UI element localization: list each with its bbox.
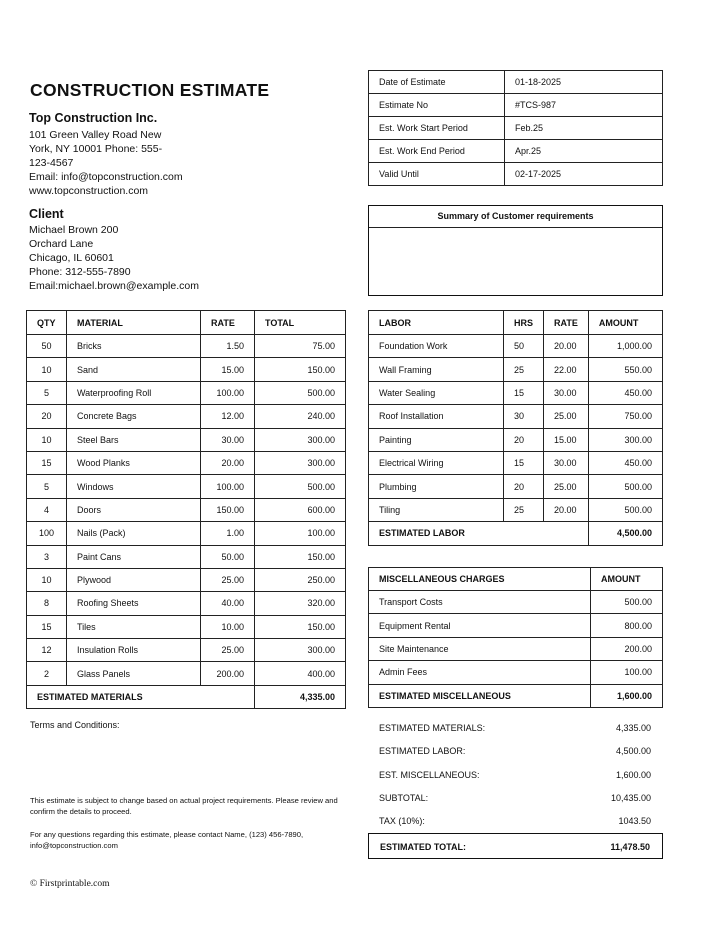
labor-total-row — [369, 522, 663, 545]
cell-hrs: 30 — [504, 405, 544, 428]
company-website: www.topconstruction.com — [29, 185, 149, 197]
cell-hrs: 50 — [504, 335, 544, 358]
labor-table — [368, 310, 663, 546]
table-row — [369, 591, 663, 614]
table-row — [27, 545, 346, 568]
cell-material: Steel Bars — [67, 428, 201, 451]
cell-material: Nails (Pack) — [67, 522, 201, 545]
materials-table — [26, 310, 346, 709]
client-line: Chicago, IL 60601 — [29, 252, 114, 264]
cell-labor: Water Sealing — [369, 381, 504, 404]
cell-material: Wood Planks — [67, 451, 201, 474]
cell-rate: 25.00 — [201, 639, 255, 662]
cell-qty: 3 — [27, 545, 67, 568]
company-email: Email: info@topconstruction.com — [29, 171, 183, 183]
cell-total: 150.00 — [255, 358, 346, 381]
cell-material: Paint Cans — [67, 545, 201, 568]
cell-rate: 25.00 — [544, 405, 589, 428]
company-line: 101 Green Valley Road New — [29, 129, 162, 141]
cell-charge: Site Maintenance — [369, 637, 591, 660]
totals-value: 4,335.00 — [615, 723, 651, 733]
table-header-row — [369, 311, 663, 335]
totals-value: 10,435.00 — [610, 792, 651, 803]
col-header-misc: MISCELLANEOUS CHARGES — [369, 568, 591, 591]
cell-total: 320.00 — [255, 592, 346, 615]
cell-charge: Equipment Rental — [369, 614, 591, 637]
table-row — [369, 661, 663, 684]
cell-labor: Electrical Wiring — [369, 451, 504, 474]
cell-qty: 5 — [27, 475, 67, 498]
cell-amount: 500.00 — [588, 498, 662, 521]
estimated-total-box — [368, 833, 663, 859]
cell-amount: 500.00 — [588, 475, 662, 498]
totals-row — [368, 786, 663, 809]
materials-total-value: 4,335.00 — [255, 685, 346, 708]
table-row — [369, 498, 663, 521]
table-row — [369, 335, 663, 358]
cell-qty: 15 — [27, 451, 67, 474]
table-row — [369, 358, 663, 381]
table-row — [369, 381, 663, 404]
cell-material: Windows — [67, 475, 201, 498]
table-row — [27, 405, 346, 428]
totals-label: SUBTOTAL: — [379, 792, 429, 803]
cell-rate: 30.00 — [201, 428, 255, 451]
cell-hrs: 20 — [504, 428, 544, 451]
table-row — [27, 498, 346, 521]
table-row — [369, 614, 663, 637]
table-row — [27, 592, 346, 615]
cell-hrs: 20 — [504, 475, 544, 498]
cell-qty: 12 — [27, 639, 67, 662]
totals-label: EST. MISCELLANEOUS: — [379, 769, 480, 780]
cell-rate: 30.00 — [544, 451, 589, 474]
cell-qty: 10 — [27, 358, 67, 381]
table-row — [369, 71, 663, 94]
cell-hrs: 15 — [504, 451, 544, 474]
table-row — [27, 428, 346, 451]
cell-rate: 200.00 — [201, 662, 255, 685]
cell-total: 400.00 — [255, 662, 346, 685]
table-header-row — [27, 311, 346, 335]
cell-labor: Roof Installation — [369, 405, 504, 428]
cell-hrs: 25 — [504, 498, 544, 521]
cell-qty: 100 — [27, 522, 67, 545]
table-header-row — [369, 568, 663, 591]
table-row — [369, 637, 663, 660]
info-value: #TCS-987 — [505, 94, 663, 117]
table-row — [27, 568, 346, 591]
cell-total: 240.00 — [255, 405, 346, 428]
totals-row — [368, 809, 663, 832]
cell-qty: 50 — [27, 335, 67, 358]
cell-total: 250.00 — [255, 568, 346, 591]
cell-total: 75.00 — [255, 335, 346, 358]
cell-rate: 1.50 — [201, 335, 255, 358]
col-header-hrs: HRS — [504, 311, 544, 335]
cell-hrs: 25 — [504, 358, 544, 381]
totals-row — [368, 716, 663, 739]
col-header-qty: QTY — [27, 311, 67, 335]
table-row — [369, 140, 663, 163]
table-row — [27, 639, 346, 662]
totals-label: TAX (10%): — [379, 816, 425, 827]
cell-rate: 100.00 — [201, 381, 255, 404]
cell-material: Insulation Rolls — [67, 639, 201, 662]
customer-requirements-box — [368, 205, 663, 296]
col-header-amount: AMOUNT — [588, 311, 662, 335]
totals-row — [368, 763, 663, 786]
cell-qty: 10 — [27, 428, 67, 451]
cell-amount: 1,000.00 — [588, 335, 662, 358]
cell-rate: 15.00 — [201, 358, 255, 381]
cell-charge: Transport Costs — [369, 591, 591, 614]
cell-qty: 8 — [27, 592, 67, 615]
cell-material: Bricks — [67, 335, 201, 358]
col-header-material: MATERIAL — [67, 311, 201, 335]
totals-value: 4,500.00 — [615, 746, 651, 757]
info-value: 02-17-2025 — [505, 163, 663, 186]
client-line: Orchard Lane — [29, 238, 94, 250]
table-row — [27, 451, 346, 474]
info-label: Valid Until — [369, 163, 505, 186]
cell-amount: 450.00 — [588, 381, 662, 404]
totals-value: 1043.50 — [618, 816, 651, 827]
cell-material: Tiles — [67, 615, 201, 638]
info-value: Apr.25 — [505, 140, 663, 163]
cell-charge: Admin Fees — [369, 661, 591, 684]
cell-qty: 4 — [27, 498, 67, 521]
col-header-rate: RATE — [544, 311, 589, 335]
cell-rate: 25.00 — [544, 475, 589, 498]
cell-qty: 15 — [27, 615, 67, 638]
cell-rate: 10.00 — [201, 615, 255, 638]
cell-amount: 450.00 — [588, 451, 662, 474]
cell-labor: Wall Framing — [369, 358, 504, 381]
cell-rate: 12.00 — [201, 405, 255, 428]
cell-qty: 5 — [27, 381, 67, 404]
misc-total-label: ESTIMATED MISCELLANEOUS — [369, 684, 591, 707]
cell-total: 300.00 — [255, 451, 346, 474]
info-label: Est. Work Start Period — [369, 117, 505, 140]
labor-total-value: 4,500.00 — [588, 522, 662, 545]
info-label: Est. Work End Period — [369, 140, 505, 163]
cell-labor: Foundation Work — [369, 335, 504, 358]
cell-amount: 800.00 — [591, 614, 663, 637]
labor-total-label: ESTIMATED LABOR — [369, 522, 589, 545]
totals-summary — [368, 716, 663, 832]
contact-note: For any questions regarding this estimate, please contact Name, (123) 456-7890, info@topconstruction.com — [30, 830, 304, 850]
table-row — [369, 405, 663, 428]
cell-rate: 22.00 — [544, 358, 589, 381]
company-line: York, NY 10001 Phone: 555- — [29, 143, 163, 155]
document-title: CONSTRUCTION ESTIMATE — [30, 80, 270, 100]
cell-hrs: 15 — [504, 381, 544, 404]
cell-rate: 20.00 — [544, 335, 589, 358]
cell-qty: 2 — [27, 662, 67, 685]
cell-material: Plywood — [67, 568, 201, 591]
company-line: 123-4567 — [29, 157, 74, 169]
table-row — [369, 163, 663, 186]
cell-rate: 25.00 — [201, 568, 255, 591]
totals-label: ESTIMATED MATERIALS: — [379, 723, 486, 733]
cell-material: Roofing Sheets — [67, 592, 201, 615]
cell-material: Doors — [67, 498, 201, 521]
cell-total: 500.00 — [255, 381, 346, 404]
misc-charges-table — [368, 567, 663, 708]
cell-rate: 100.00 — [201, 475, 255, 498]
info-value: Feb.25 — [505, 117, 663, 140]
col-header-total: TOTAL — [255, 311, 346, 335]
client-address — [29, 223, 229, 293]
table-row — [27, 335, 346, 358]
estimate-info-table — [368, 70, 663, 186]
cell-rate: 50.00 — [201, 545, 255, 568]
cell-qty: 20 — [27, 405, 67, 428]
cell-total: 150.00 — [255, 545, 346, 568]
col-header-amount: AMOUNT — [591, 568, 663, 591]
terms-label: Terms and Conditions: — [30, 720, 120, 730]
misc-total-value: 1,600.00 — [591, 684, 663, 707]
cell-amount: 750.00 — [588, 405, 662, 428]
table-row — [27, 358, 346, 381]
cell-rate: 20.00 — [201, 451, 255, 474]
cell-rate: 15.00 — [544, 428, 589, 451]
table-row — [27, 522, 346, 545]
estimated-total-value: 11,478.50 — [610, 842, 650, 852]
info-label: Estimate No — [369, 94, 505, 117]
company-name: Top Construction Inc. — [29, 111, 158, 125]
cell-labor: Plumbing — [369, 475, 504, 498]
totals-label: ESTIMATED LABOR: — [379, 746, 466, 757]
table-row — [27, 615, 346, 638]
disclaimer-note: This estimate is subject to change based on actual project requirements. Please review and confirm the details to proceed. — [30, 796, 338, 816]
cell-rate: 40.00 — [201, 592, 255, 615]
cell-amount: 200.00 — [591, 637, 663, 660]
footer-copyright: © Firstprintable.com — [30, 879, 110, 889]
table-row — [369, 451, 663, 474]
cell-qty: 10 — [27, 568, 67, 591]
cell-total: 150.00 — [255, 615, 346, 638]
cell-total: 100.00 — [255, 522, 346, 545]
totals-value: 1,600.00 — [615, 769, 651, 780]
table-row — [369, 475, 663, 498]
table-row — [27, 381, 346, 404]
table-row — [369, 117, 663, 140]
cell-labor: Painting — [369, 428, 504, 451]
col-header-rate: RATE — [201, 311, 255, 335]
table-row — [27, 662, 346, 685]
company-address — [29, 128, 199, 198]
cell-amount: 100.00 — [591, 661, 663, 684]
client-email: Email:michael.brown@example.com — [29, 280, 199, 292]
cell-labor: Tiling — [369, 498, 504, 521]
cell-material: Concrete Bags — [67, 405, 201, 428]
materials-total-label: ESTIMATED MATERIALS — [27, 685, 255, 708]
client-line: Michael Brown 200 — [29, 224, 119, 236]
info-label: Date of Estimate — [369, 71, 505, 94]
cell-total: 300.00 — [255, 639, 346, 662]
cell-total: 500.00 — [255, 475, 346, 498]
cell-material: Waterproofing Roll — [67, 381, 201, 404]
client-phone: Phone: 312-555-7890 — [29, 266, 131, 278]
table-row — [369, 428, 663, 451]
info-value: 01-18-2025 — [505, 71, 663, 94]
cell-amount: 300.00 — [588, 428, 662, 451]
materials-total-row — [27, 685, 346, 708]
cell-total: 300.00 — [255, 428, 346, 451]
table-row — [27, 475, 346, 498]
cell-material: Sand — [67, 358, 201, 381]
estimated-total-label: ESTIMATED TOTAL: — [380, 842, 466, 852]
cell-rate: 1.00 — [201, 522, 255, 545]
client-heading: Client — [29, 207, 64, 221]
cell-amount: 550.00 — [588, 358, 662, 381]
cell-rate: 30.00 — [544, 381, 589, 404]
table-row — [369, 94, 663, 117]
cell-rate: 20.00 — [544, 498, 589, 521]
customer-requirements-heading: Summary of Customer requirements — [369, 206, 662, 228]
cell-material: Glass Panels — [67, 662, 201, 685]
misc-total-row — [369, 684, 663, 707]
totals-row — [368, 739, 663, 762]
col-header-labor: LABOR — [369, 311, 504, 335]
cell-total: 600.00 — [255, 498, 346, 521]
cell-rate: 150.00 — [201, 498, 255, 521]
cell-amount: 500.00 — [591, 591, 663, 614]
